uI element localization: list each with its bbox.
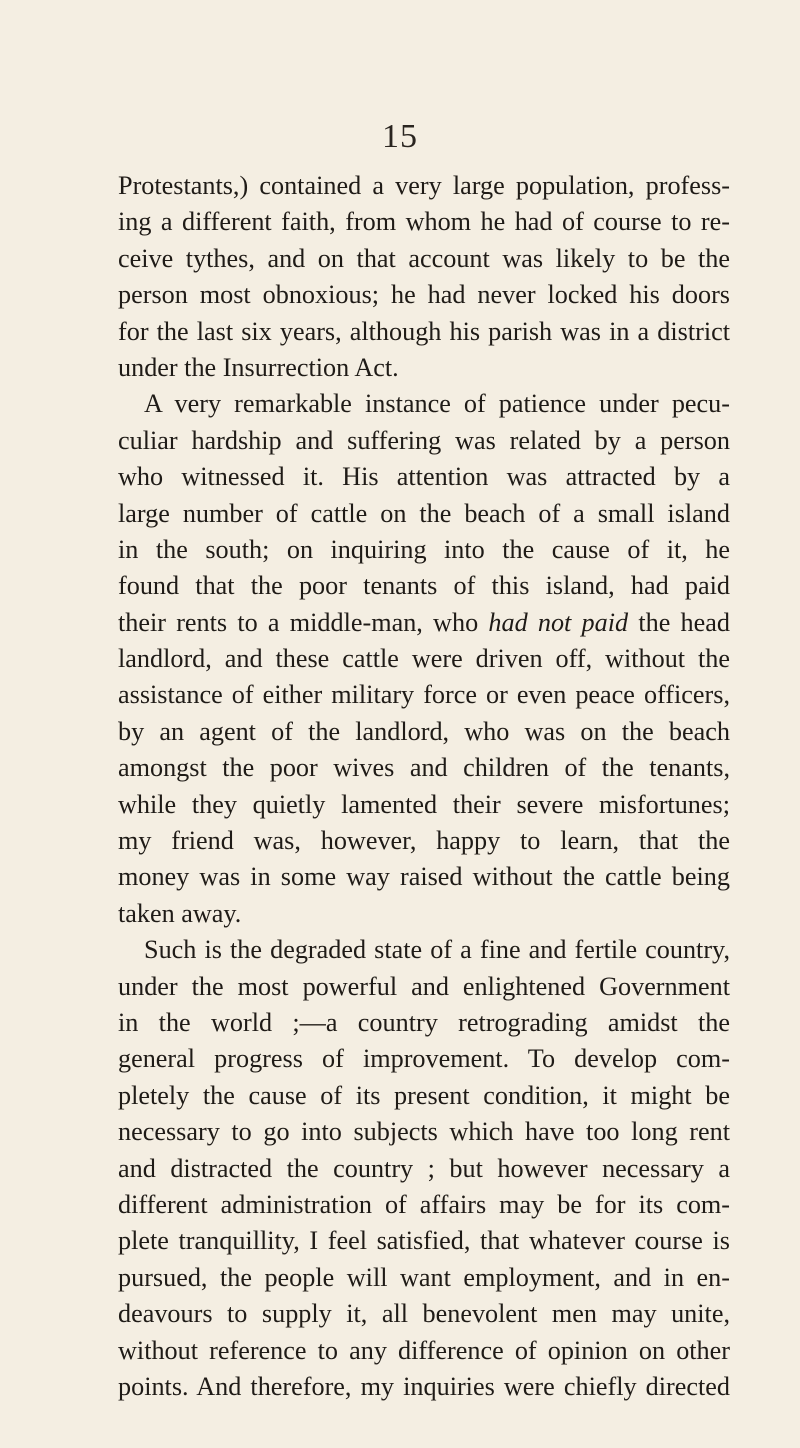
text-line: and distracted the country ; but however necessary a [118, 1153, 730, 1183]
text-line: Such is the degraded state of a fine and fertile country, [144, 935, 730, 965]
text-line: Protestants,) contained a very large population, profess- [118, 171, 730, 200]
text-line: in the world ;—a country retrograding amidst the [118, 1007, 730, 1037]
text-line: different administration of affairs may be for its com- [118, 1189, 730, 1219]
text-line: amongst the poor wives and children of the tenants, [118, 753, 730, 783]
text-line: under the most powerful and enlightened Government [118, 971, 730, 1001]
text-line-with-italic [118, 605, 730, 641]
text-line: landlord, and these cattle were driven off, without the [118, 644, 730, 674]
text-line: ing a different faith, from whom he had of course to re- [118, 207, 730, 237]
text-line: ceive tythes, and on that account was likely to be the [118, 243, 730, 273]
text-line: pursued, the people will want employment, and in en- [118, 1262, 730, 1292]
text-line: deavours to supply it, all benevolent men may unite, [118, 1299, 730, 1329]
text-segment: the head [628, 607, 730, 637]
text-line: under the Insurrection Act. [118, 352, 399, 382]
text-line: for the last six years, although his parish was in a district [118, 316, 730, 346]
text-segment: their rents to a middle-man, who [118, 607, 489, 637]
text-line: by an agent of the landlord, who was on the beach [118, 716, 730, 746]
text-line: my friend was, however, happy to learn, that the [118, 826, 730, 856]
text-line: plete tranquillity, I feel satisfied, that whatever course is [118, 1226, 730, 1256]
text-line: money was in some way raised without the cattle being [118, 862, 730, 892]
text-line: found that the poor tenants of this island, had paid [118, 571, 730, 601]
page-number: 15 [382, 118, 418, 155]
text-line: who witnessed it. His attention was attracted by a [118, 462, 730, 492]
italic-emphasis: had not paid [488, 607, 629, 637]
text-line: A very remarkable instance of patience under pecu- [144, 389, 730, 419]
text-line: assistance of either military force or even peace officers, [118, 680, 730, 710]
text-line: person most obnoxious; he had never locked his doors [118, 280, 730, 310]
text-line: general progress of improvement. To develop com- [118, 1044, 730, 1074]
text-line: large number of cattle on the beach of a small island [118, 498, 730, 528]
text-line: points. And therefore, my inquiries were chiefly directed [118, 1371, 730, 1401]
text-line: while they quietly lamented their severe misfortunes; [118, 789, 730, 819]
text-line: necessary to go into subjects which have too long rent [118, 1117, 730, 1147]
text-line: in the south; on inquiring into the cause of it, he [118, 534, 730, 564]
text-line: pletely the cause of its present condition, it might be [118, 1080, 730, 1110]
text-line: culiar hardship and suffering was related by a person [118, 425, 730, 455]
text-line: taken away. [118, 898, 242, 928]
body-text [118, 168, 730, 1405]
text-line: without reference to any difference of opinion on other [118, 1335, 730, 1365]
